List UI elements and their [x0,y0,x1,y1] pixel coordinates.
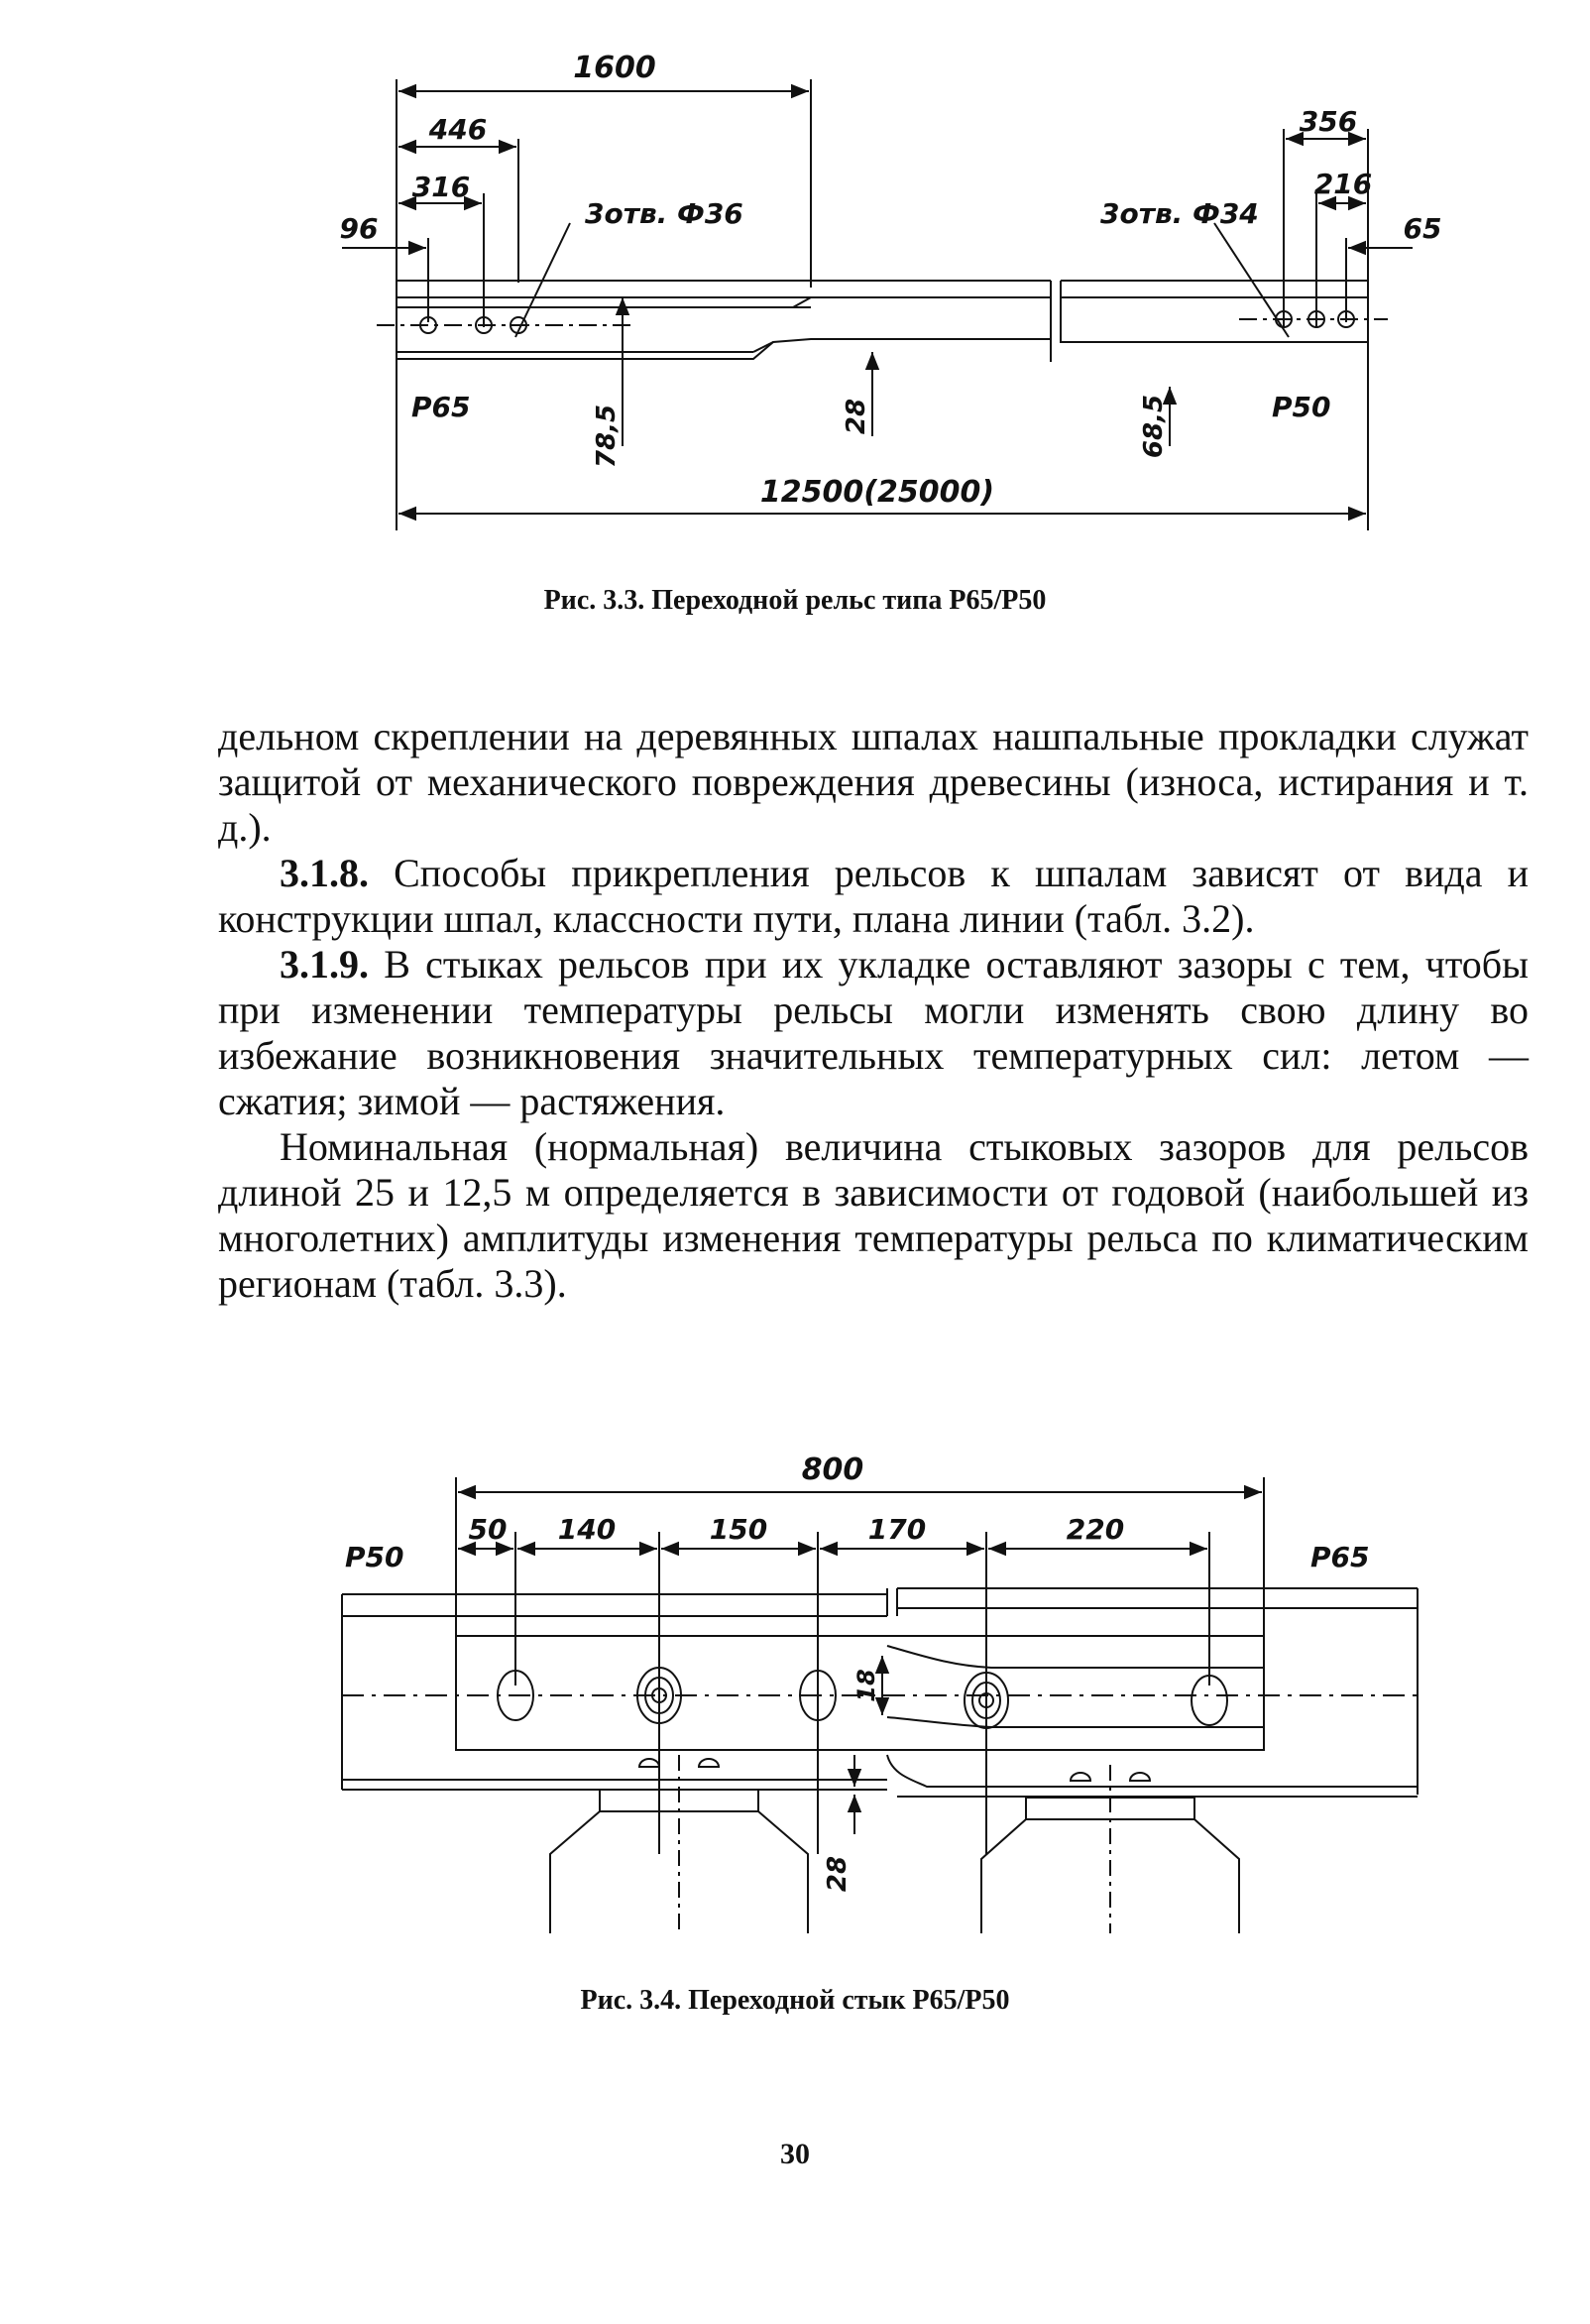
label-holes-right: 3отв. Ф34 [1100,197,1259,230]
dim-78-5: 78,5 [592,404,622,469]
label-rail-p65-joint: Р65 [1310,1541,1370,1573]
dim-68-5: 68,5 [1139,394,1169,459]
paragraph-3-1-8 [218,851,1529,942]
dim-96: 96 [339,212,379,245]
dim-150: 150 [709,1513,768,1546]
paragraph-3-1-9-text: В стыках рельсов при их укладке оставляют зазоры с тем, чтобы при изменении температуры рельсы могли изменять свою длину во избежание возникновения значительных температурных сил: летом — сжатия; зимой — растяжения. [218,942,1529,1123]
paragraph-nominal: Номинальная (нормальная) величина стыковых зазоров для рельсов длиной 25 и 12,5 м определяется в зависимости от годовой (наибольшей из многолетних) амплитуды изменения температуры рельса по климатическим регионам (табл. 3.3). [218,1124,1529,1306]
figure-3-4-caption: Рис. 3.4. Переходной стык Р65/Р50 [580,1985,1010,2016]
dim-170: 170 [867,1513,927,1546]
figure-3-4 [0,1418,1590,1953]
paragraph-continuation: дельном скреплении на деревянных шпалах нашпальные прокладки служат защитой от механического повреждения древесины (износа, истирания и т. д.). [218,714,1529,850]
dim-800: 800 [801,1452,864,1487]
label-rail-p50-joint: Р50 [345,1541,404,1573]
dim-28-fig1: 28 [842,398,871,435]
dim-316: 316 [411,171,471,203]
dim-50: 50 [468,1513,508,1546]
dim-28-fig2: 28 [823,1855,852,1893]
body-text [218,714,1529,1307]
figure-3-3-caption: Рис. 3.3. Переходной рельс типа Р65/Р50 [543,585,1047,616]
section-number-3-1-8: 3.1.8. [280,851,369,895]
dim-1600: 1600 [573,51,656,85]
paragraph-3-1-8-text: Способы прикрепления рельсов к шпалам зависят от вида и конструкции шпал, классности пути, плана линии (табл. 3.2). [218,851,1529,941]
figure-3-3-drawing [0,0,1590,555]
label-rail-p65: Р65 [411,391,471,423]
dim-446: 446 [428,113,488,146]
label-rail-p50: Р50 [1272,391,1331,423]
dim-220: 220 [1066,1513,1125,1546]
figure-3-4-drawing [0,1418,1590,1953]
dim-140: 140 [557,1513,617,1546]
dim-18: 18 [852,1669,880,1702]
section-number-3-1-9: 3.1.9. [280,942,369,987]
page-number: 30 [780,2138,810,2170]
dim-12500: 12500(25000) [759,475,995,510]
dim-356: 356 [1299,105,1358,138]
figure-3-3 [0,0,1590,555]
label-holes-left: 3отв. Ф36 [585,197,743,230]
dim-65: 65 [1403,212,1442,245]
paragraph-3-1-9 [218,942,1529,1124]
dim-216: 216 [1313,168,1373,200]
